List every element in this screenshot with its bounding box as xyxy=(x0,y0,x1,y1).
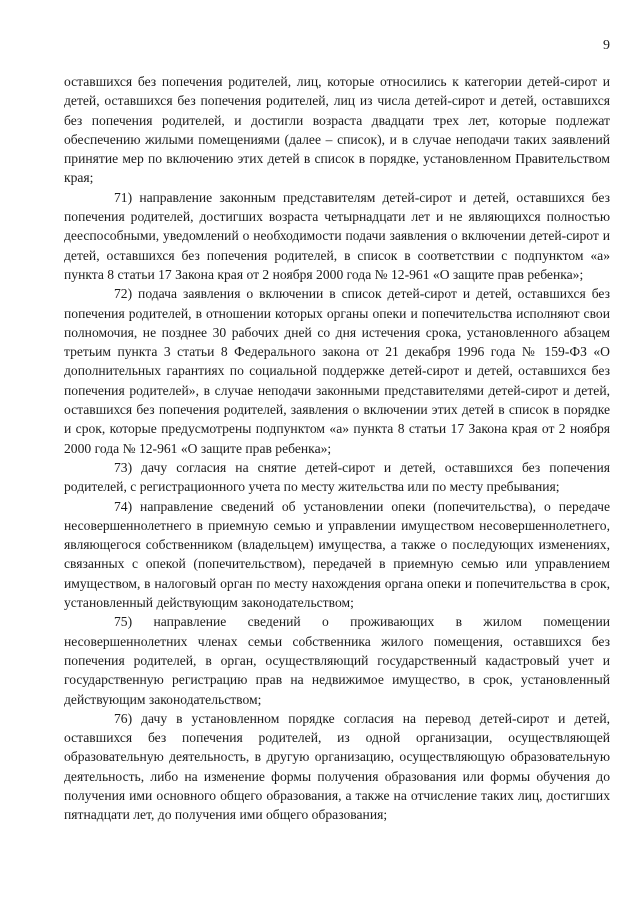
paragraph-item-73: 73) дачу согласия на снятие детей-сирот и детей, оставшихся без попечения родителей, с регистрационного учета по месту жительства или по месту пребывания; xyxy=(64,459,610,495)
paragraph-item-74: 74) направление сведений об установлении опеки (попечительства), о передаче несовершеннолетнего в приемную семью и управлении имуществом несовершеннолетнего, являющегося собственником (владельцем) имущества, а также о последующих изменениях, связанных с опекой (попечительством), передачей в приемную семью или управлением имуществом, в налоговый орган по месту нахождения органа опеки и попечительства в срок, установленный действующим законодательством; xyxy=(64,498,610,611)
paragraph-item-72: 72) подача заявления о включении в список детей-сирот и детей, оставшихся без попечения родителей, в отношении которых органы опеки и попечительства исполняют свои полномочия, не позднее 30 рабочих дней со дня истечения срока, установленного абзацем третьим пункта 3 статьи 8 Федерального закона от 21 декабря 1996 года № 159-ФЗ «О дополнительных гарантиях по социальной поддержке детей-сирот и детей, оставшихся без попечения родителей», в случае неподачи законными представителями детей-сирот и детей, оставшихся без попечения родителей, заявления о включении этих детей в список в порядке и срок, которые предусмотрены подпунктом «а» пункта 8 статьи 17 Закона края от 2 ноября 2000 года № 12-961 «О защите прав ребенка»; xyxy=(64,286,610,456)
paragraph-item-71: 71) направление законным представителям детей-сирот и детей, оставшихся без попечения родителей, достигших возраста четырнадцати лет и не являющихся полностью дееспособными, уведомлений о необходимости подачи заявления о включении детей-сирот и детей, оставшихся без попечения родителей, в список в соответствии с подпунктом «а» пункта 8 статьи 17 Закона края от 2 ноября 2000 года № 12-961 «О защите прав ребенка»; xyxy=(64,189,610,282)
paragraph-continuation: оставшихся без попечения родителей, лиц, которые относились к категории детей-сирот и детей, оставшихся без попечения родителей, лиц из числа детей-сирот и детей, оставшихся без попечения родителей, и достигли возраста двадцати трех лет, которые подлежат обеспечению жилыми помещениями (далее – список), и в случае неподачи таких заявлений принятие мер по включению этих детей в список в порядке, установленном Правительством края; xyxy=(64,74,610,186)
document-body xyxy=(64,72,610,825)
paragraph-item-75: 75) направление сведений о проживающих в жилом помещении несовершеннолетних членах семьи собственника жилого помещения, оставшихся без попечения родителей, в орган, осуществляющий государственный кадастровый учет и государственную регистрацию прав на недвижимое имущество, в срок, установленный действующим законодательством; xyxy=(64,614,610,707)
page-number: 9 xyxy=(603,38,610,53)
paragraph-item-76: 76) дачу в установленном порядке согласия на перевод детей-сирот и детей, оставшихся без попечения родителей, из одной организации, осуществляющей образовательную деятельность, в другую организацию, осуществляющую образовательную деятельность, либо на изменение формы получения образования или формы обучения до получения ими основного общего образования, а также на отчисление таких лиц, достигших пятнадцати лет, до получения ими общего образования; xyxy=(64,710,610,823)
